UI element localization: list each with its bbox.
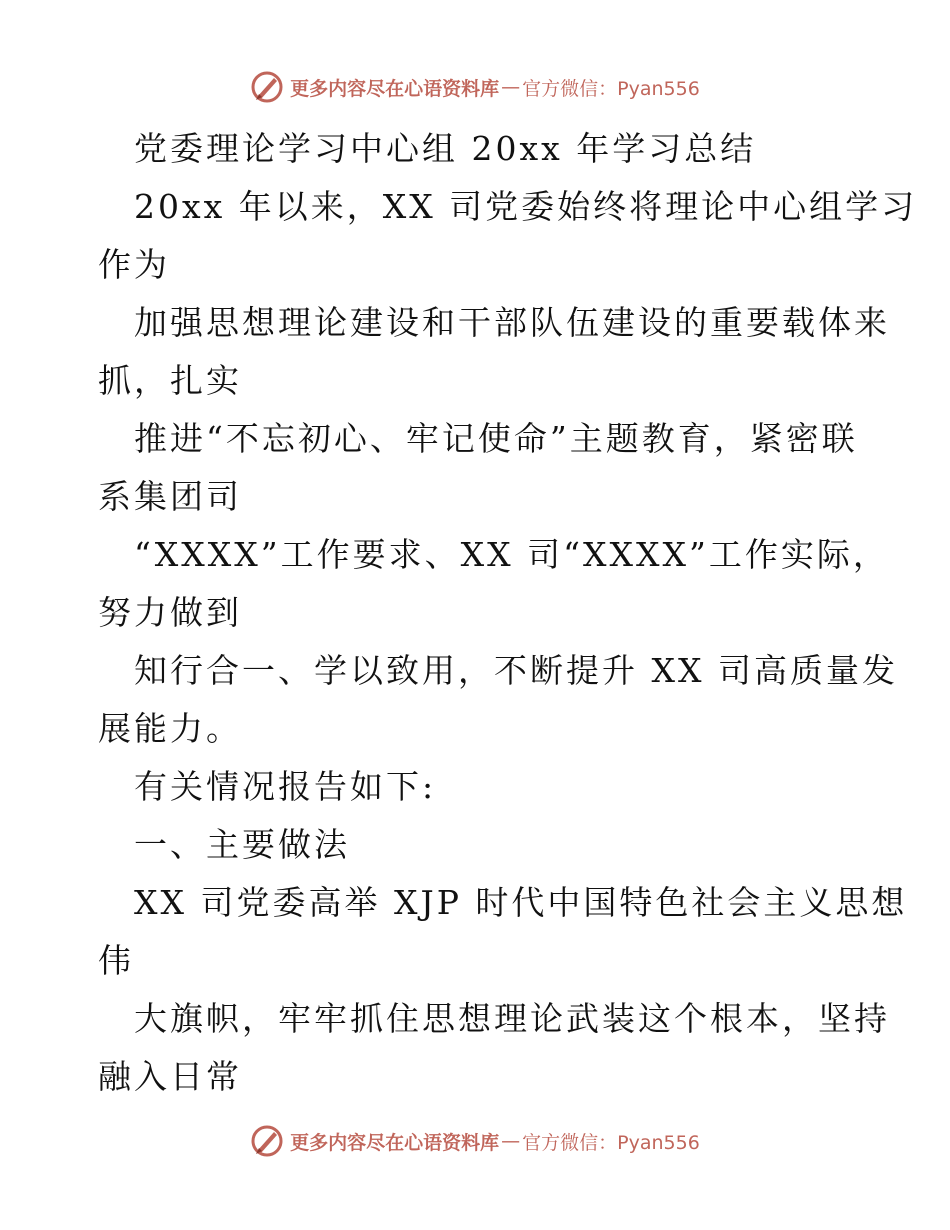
body-line: 努力做到 (98, 593, 242, 632)
header-watermark-main: 更多内容尽在心语资料库 (290, 77, 500, 100)
document-body (98, 120, 918, 1106)
footer-watermark-sep: — (501, 1130, 521, 1152)
footer-watermark-tail: 官方微信：Pyan556 (522, 1131, 700, 1154)
body-line: 系集团司 (98, 477, 242, 516)
body-line: 大旗帜，牢牢抓住思想理论武装这个根本，坚持 (134, 999, 890, 1038)
body-line: 作为 (98, 245, 170, 284)
header-watermark-tail: 官方微信：Pyan556 (522, 77, 700, 100)
header-watermark-sep: — (501, 76, 521, 98)
section-heading: 一、主要做法 (134, 825, 350, 864)
body-line: 融入日常 (98, 1057, 242, 1096)
header-watermark (0, 70, 950, 104)
body-line: 有关情况报告如下: (134, 767, 437, 806)
body-line: 推进“不忘初心、牢记使命”主题教育，紧密联 (134, 419, 858, 458)
body-line: “XXXX”工作要求、XX 司“XXXX”工作实际， (134, 535, 889, 574)
pen-logo-icon (250, 70, 284, 104)
body-line: 知行合一、学以致用，不断提升 XX 司高质量发 (134, 651, 898, 690)
document-title: 党委理论学习中心组 20xx 年学习总结 (134, 129, 757, 168)
body-line: 展能力。 (98, 709, 242, 748)
body-line: XX 司党委高举 XJP 时代中国特色社会主义思想 (134, 883, 908, 922)
body-line: 加强思想理论建设和干部队伍建设的重要载体来 (134, 303, 890, 342)
body-line: 伟 (98, 941, 134, 980)
footer-watermark-main: 更多内容尽在心语资料库 (290, 1131, 500, 1154)
body-line: 抓，扎实 (98, 361, 242, 400)
footer-watermark (0, 1124, 950, 1158)
pen-logo-icon (250, 1124, 284, 1158)
body-line: 20xx 年以来，XX 司党委始终将理论中心组学习 (134, 187, 918, 226)
